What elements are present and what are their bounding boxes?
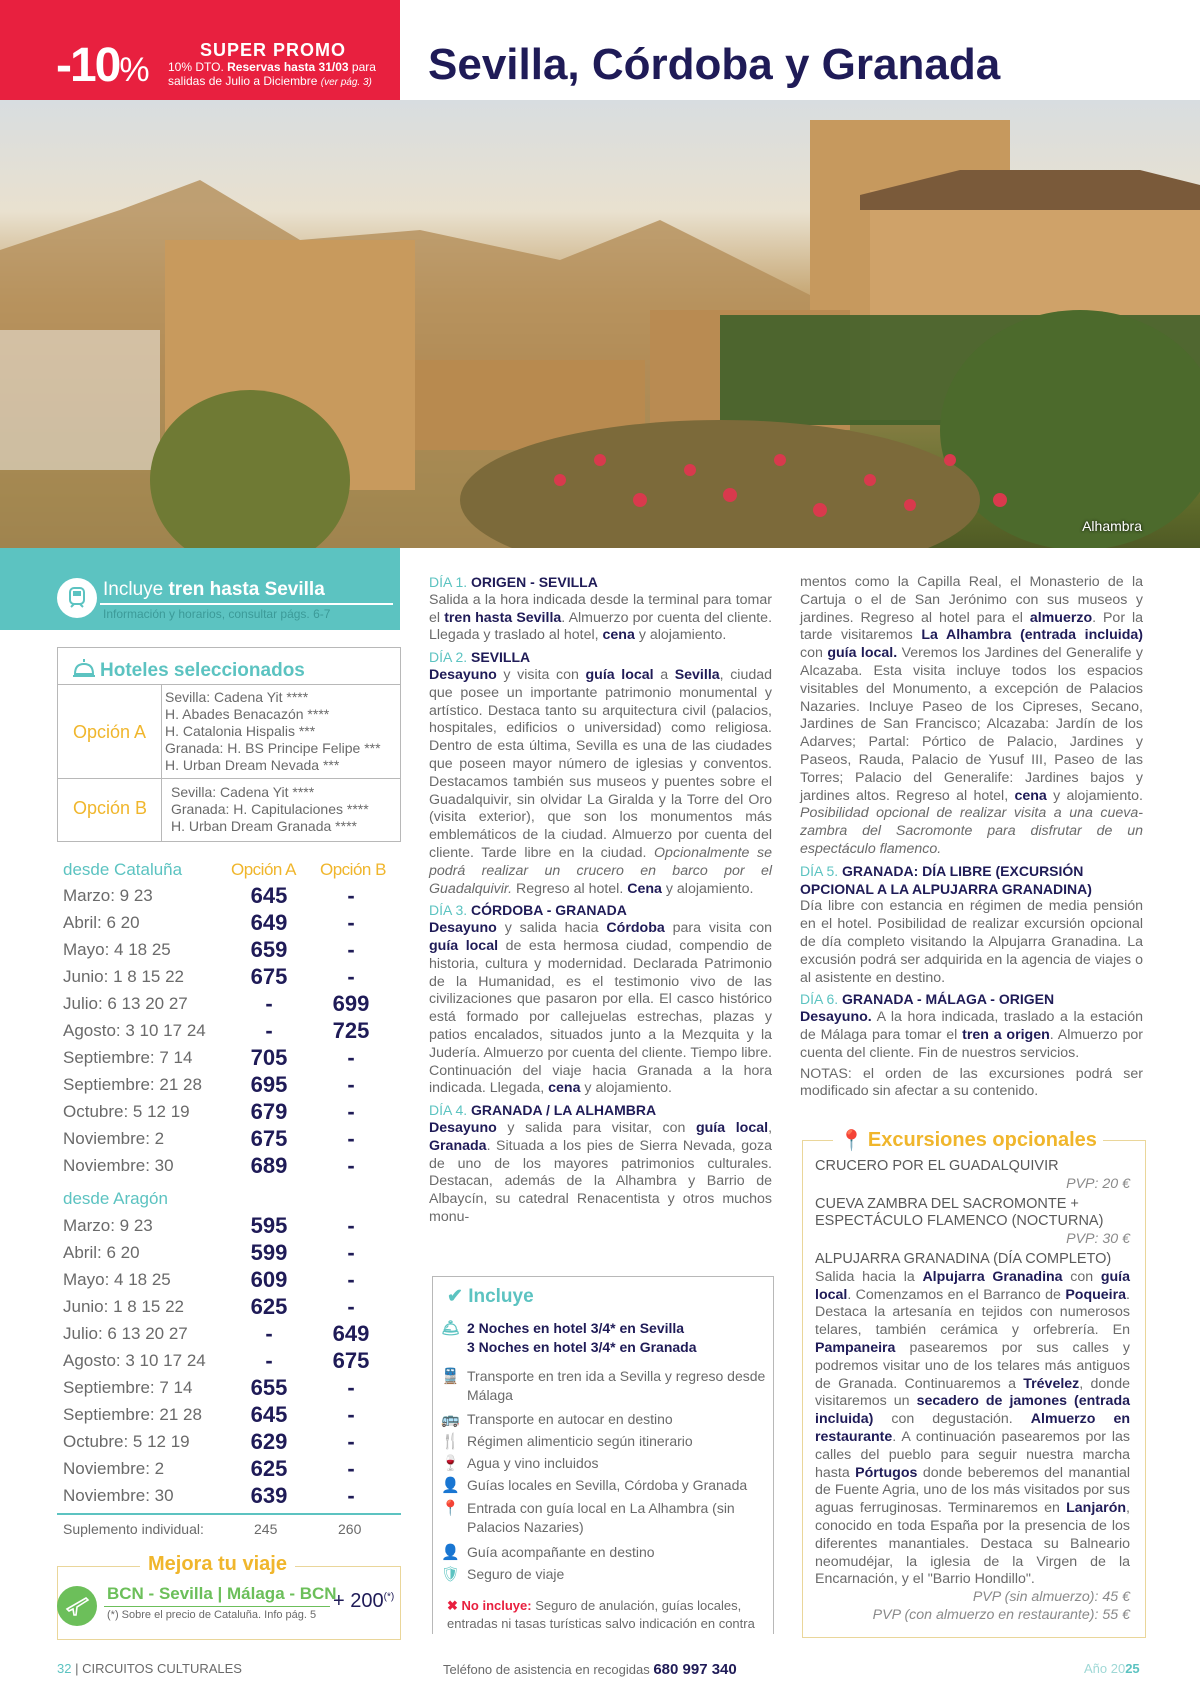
origin-cataluna: desde Cataluña xyxy=(63,860,183,879)
promo-banner xyxy=(0,0,400,100)
train-icon: 🚆 xyxy=(441,1368,460,1385)
upgrade-note: (*) Sobre el precio de Cataluña. Info pág. 5 xyxy=(107,1609,317,1621)
option-a-hotels: Sevilla: Cadena Yit **** H. Abades Benacazón **** H. Catalonia Hispalis *** Granada: H. BS Principe Felipe *** H. Urban Dream Nevada *** xyxy=(165,689,381,773)
day-heading: DÍA 4. GRANADA / LA ALHAMBRA xyxy=(429,1102,657,1119)
supplement-label: Suplemento individual: xyxy=(63,1521,204,1537)
day-heading: DÍA 6. GRANADA - MÁLAGA - ORIGEN xyxy=(800,991,1055,1008)
price-row: Abril: 6 20 649 - xyxy=(63,910,355,935)
day-heading: DÍA 2. SEVILLA xyxy=(429,649,531,666)
day-heading: DÍA 1. ORIGEN - SEVILLA xyxy=(429,574,598,590)
price-row: Noviembre: 30 639 - xyxy=(63,1483,355,1508)
include-item-hotels: 🛎 2 Noches en hotel 3/4* en Sevilla 3 Noches en hotel 3/4* en Granada xyxy=(441,1320,697,1355)
upgrade-title: Mejora tu viaje xyxy=(140,1553,295,1576)
include-item: 🛡 Seguro de viaje xyxy=(441,1566,565,1583)
supplement-b: 260 xyxy=(338,1521,362,1537)
excursion-price: PVP (sin almuerzo): 45 € xyxy=(972,1589,1130,1606)
excursions-title: 📍 Excursiones opcionales xyxy=(833,1128,1103,1153)
price-row: Agosto: 3 10 17 24 - 675 xyxy=(63,1348,370,1373)
excursion-price: PVP: 30 € xyxy=(1066,1231,1130,1248)
includes-title: ✔ Incluye xyxy=(447,1286,534,1307)
excursion-price: PVP (con almuerzo en restaurante): 55 € xyxy=(872,1606,1130,1623)
notes: NOTAS: el orden de las excursiones podrá ser modificado sin afectar a su contenido. xyxy=(800,1065,1143,1100)
price-row: Marzo: 9 23 645 - xyxy=(63,883,355,908)
include-item: 👤 Guía acompañante en destino xyxy=(441,1544,655,1561)
excursion-name: CRUCERO POR EL GUADALQUIVIR xyxy=(815,1158,1059,1174)
price-row: Abril: 6 20 599 - xyxy=(63,1240,355,1265)
price-row: Septiembre: 7 14 705 - xyxy=(63,1045,355,1070)
divider xyxy=(58,684,400,685)
excursion-name: ALPUJARRA GRANADINA (DÍA COMPLETO) xyxy=(815,1250,1112,1267)
col-option-a: Opción A xyxy=(231,860,296,879)
shield-icon: 🛡 xyxy=(441,1566,461,1583)
upgrade-route: BCN - Sevilla | Málaga - BCN xyxy=(107,1584,337,1603)
train-title: Incluye tren hasta Sevilla xyxy=(103,579,325,600)
supplement-a: 245 xyxy=(254,1521,278,1537)
price-row: Octubre: 5 12 19 679 - xyxy=(63,1099,355,1124)
divider xyxy=(100,603,393,605)
footer-section: 32 | CIRCUITOS CULTURALES xyxy=(57,1661,242,1676)
include-item: 🚌 Transporte en autocar en destino xyxy=(441,1411,673,1428)
train-subtitle: Información y horarios, consultar págs. 6-7 xyxy=(103,607,331,621)
photo-caption: Alhambra xyxy=(1082,518,1142,534)
divider xyxy=(104,1606,330,1607)
price-row: Junio: 1 8 15 22 625 - xyxy=(63,1294,355,1319)
x-circle-icon: ✖ xyxy=(447,1598,458,1613)
guide-icon: 👤 xyxy=(441,1544,460,1561)
promo-text: 10% DTO. Reservas hasta 31/03 para salidas de Julio a Diciembre (ver pág. 3) xyxy=(168,60,376,88)
not-included: ✖ No incluye: Seguro de anulación, guías locales, entradas ni tasas turísticas salvo indicación en contra xyxy=(447,1598,755,1631)
option-b-label: Opción B xyxy=(73,798,148,818)
promo-label: SUPER PROMO xyxy=(200,40,347,60)
price-row: Septiembre: 21 28 695 - xyxy=(63,1072,355,1097)
bus-icon: 🚌 xyxy=(441,1411,460,1428)
hotel-bell-icon xyxy=(72,658,96,684)
page-title: Sevilla, Córdoba y Granada xyxy=(428,40,1001,89)
price-row: Agosto: 3 10 17 24 - 725 xyxy=(63,1018,370,1043)
price-row: Mayo: 4 18 25 609 - xyxy=(63,1267,355,1292)
alhambra-photo xyxy=(0,100,1200,548)
include-item: 📍 Entrada con guía local en La Alhambra (sin Palacios Nazaries) xyxy=(441,1500,735,1535)
divider xyxy=(58,778,400,779)
price-row: Octubre: 5 12 19 629 - xyxy=(63,1429,355,1454)
divider xyxy=(57,1513,401,1515)
price-row: Mayo: 4 18 25 659 - xyxy=(63,937,355,962)
origin-aragon: desde Aragón xyxy=(63,1189,168,1208)
price-row: Noviembre: 30 689 - xyxy=(63,1153,355,1178)
include-item: 🍴 Régimen alimenticio según itinerario xyxy=(441,1433,693,1450)
itinerary-col-1: DÍA 1. ORIGEN - SEVILLA Salida a la hora indicada desde la terminal para tomar el tren hasta Sevilla. Almuerzo por cuenta del cliente. Llegada y traslado al hotel, cena y alojamiento. DÍA 2. SEVILLA Desayuno y visita con guía local a Sevilla, ciudad que posee un importante patrimonio monumental y artístico. Destaca tanto su arquitectura civil (palacios, hospitales, edificios o universidad) como religiosa. Dentro de esta última, Sevilla es una de las ciudades que poseen mayor número de iglesias y conventos. Destacamos también sus museos y puentes sobre el Guadalquivir, sin olvidar La Giralda y la Torre del Oro (visita exterior), que son los monumentos más emblemáticos de la ciudad. Almuerzo por cuenta del cliente. Tarde libre en la ciudad. Opcionalmente se podrá realizar un crucero en barco por el Guadalquivir. Regreso al hotel. Cena y alojamiento. DÍA 3. CÓRDOBA - GRANADA Desayuno y salida hacia Córdoba para visita con guía local de esta hermosa ciudad, compendio de historia, cultura y modernidad. Declarada Patrimonio de la Humanidad, es el testimonio vivo de las civilizaciones que pasaron por ella. El casco histórico está formado por callejuelas estrechas, plazas y patios encalados, situados junto a la Mezquita y la Judería. Almuerzo por cuenta del cliente. Tiempo libre. Continuación del viaje hacia Granada a la hora indicada. Llegada, cena y alojamiento. DÍA 4. GRANADA / LA ALHAMBRA Desayuno y salida para visitar, con guía local, Granada. Situada a los pies de Sierra Nevada, goza de uno de los mayores patrimonios culturales. Destacan, además de la Alhambra y Barrio de Albaycín, su catedral Renacentista y otros muchos monu- xyxy=(429,574,773,1225)
divider xyxy=(161,685,162,842)
location-pin-icon: 📍 xyxy=(441,1500,460,1517)
price-row: Septiembre: 21 28 645 - xyxy=(63,1402,355,1427)
day-heading: DÍA 3. CÓRDOBA - GRANADA xyxy=(429,902,627,919)
price-row: Noviembre: 2 675 - xyxy=(63,1126,355,1151)
hotel-bell-icon: 🛎 xyxy=(441,1320,461,1337)
promo-discount: -10% xyxy=(56,39,150,92)
hotels-box xyxy=(57,647,401,842)
price-row: Julio: 6 13 20 27 - 699 xyxy=(63,991,370,1016)
footer-year: Año 2025 xyxy=(1084,1661,1140,1676)
hero-image xyxy=(0,100,1200,548)
price-row: Julio: 6 13 20 27 - 649 xyxy=(63,1321,370,1346)
option-b-hotels: Sevilla: Cadena Yit **** Granada: H. Capitulaciones **** H. Urban Dream Granada **** xyxy=(171,784,369,834)
price-row: Septiembre: 7 14 655 - xyxy=(63,1375,355,1400)
plane-icon xyxy=(57,1586,97,1626)
price-row: Noviembre: 2 625 - xyxy=(63,1456,355,1481)
include-item: 👤 Guías locales en Sevilla, Córdoba y Granada xyxy=(441,1477,748,1494)
hotels-title: Hoteles seleccionados xyxy=(72,658,305,684)
day-heading: DÍA 5. GRANADA: DÍA LIBRE (EXCURSIÓN OPCIONAL A LA ALPUJARRA GRANADINA) xyxy=(800,862,1092,897)
price-row: Marzo: 9 23 595 - xyxy=(63,1213,355,1238)
itinerary-col-2: mentos como la Capilla Real, el Monasterio de la Cartuja o el de San Jerónimo con sus museos y jardines. Regreso al hotel para el almuerzo. Por la tarde visitaremos La Alhambra (entrada incluida) con guía local. Veremos los Jardines del Generalife y Alcazaba. Esta visita incluye todos los espacios visitables del Monumento, a excepción de Palacios Nazaries. Incluye Paseo de los Cipreses, Secano, Jardines de San Francisco; Alcazaba: Jardín de los Adarves; Partal: Pórtico de Palacio, Jardines y Paseos, Rauda, Palacio de Yusuf III, Paseo de las Torres; Palacio del Generalife: Jardines bajos y jardines altos. Regreso al hotel, cena y alojamiento. Posibilidad opcional de realizar visita a una cueva-zambra del Sacromonte para disfrutar de un espectáculo flamenco. DÍA 5. GRANADA: DÍA LIBRE (EXCURSIÓN OPCIONAL A LA ALPUJARRA GRANADINA) Día libre con estancia en régimen de media pensión en el hotel. Posibilidad de realizar excursión opcional de día completo visitando la Alpujarra Granadina. La excusión podrá ser adquirida en la agencia de viajes o al asistente en destino. DÍA 6. GRANADA - MÁLAGA - ORIGEN Desayuno. A la hora indicada, traslado a la estación de Málaga para tomar el tren a origen. Almuerzo por cuenta del cliente. Fin de nuestros servicios. NOTAS: el orden de las excursiones podrá ser modificado sin afectar a su contenido. xyxy=(800,574,1143,1100)
upgrade-price: + 200(*) xyxy=(333,1590,395,1612)
cutlery-icon: 🍴 xyxy=(441,1433,460,1450)
train-icon xyxy=(57,578,97,618)
footer-phone: Teléfono de asistencia en recogidas 680 997 340 xyxy=(443,1661,737,1678)
col-option-b: Opción B xyxy=(320,860,386,879)
include-item: 🚆 Transporte en tren ida a Sevilla y regreso desde Málaga xyxy=(441,1368,766,1403)
price-row: Junio: 1 8 15 22 675 - xyxy=(63,964,355,989)
guide-icon: 👤 xyxy=(441,1477,460,1494)
excursion-name: CUEVA ZAMBRA DEL SACROMONTE + ESPECTÁCULO FLAMENCO (NOCTURNA) xyxy=(815,1195,1104,1230)
includes-box xyxy=(432,1276,774,1634)
excursion-price: PVP: 20 € xyxy=(1066,1175,1130,1192)
wine-glass-icon: 🍷 xyxy=(441,1455,460,1472)
option-a-label: Opción A xyxy=(73,722,147,742)
excursions-list: CRUCERO POR EL GUADALQUIVIR PVP: 20 € CUEVA ZAMBRA DEL SACROMONTE + ESPECTÁCULO FLAMENCO (NOCTURNA) PVP: 30 € ALPUJARRA GRANADINA (DÍA COMPLETO) Salida hacia la Alpujarra Granadina con guía local. Comenzamos en el Barranco de Poqueira. Destaca la artesanía en tejidos con numerosos telares, también cerámica y orfebrería. En Pampaneira pasearemos por sus calles y podremos visitar uno de los telares más antiguos de Granada. Continuaremos a Trévelez, donde visitaremos un secadero de jamones (entrada incluida) con degustación. Almuerzo en restaurante. A continuación pasearemos por las calles del pueblo para seguir nuestra marcha hasta Pórtugos donde beberemos del manantial de Fuente Agria, uno de los más visitados por sus aguas ferruginosas. Terminaremos en Lanjarón, conocido en toda España por la presencia de los diferentes manantiales. Destaca su Balneario neomudéjar, la iglesia de la Virgen de la Encarnación, y el "Barrio Hondillo". PVP (sin almuerzo): 45 € PVP (con almuerzo en restaurante): 55 € xyxy=(815,1158,1131,1623)
location-pin-icon: 📍 xyxy=(839,1130,864,1152)
include-item: 🍷 Agua y vino incluidos xyxy=(441,1455,599,1472)
